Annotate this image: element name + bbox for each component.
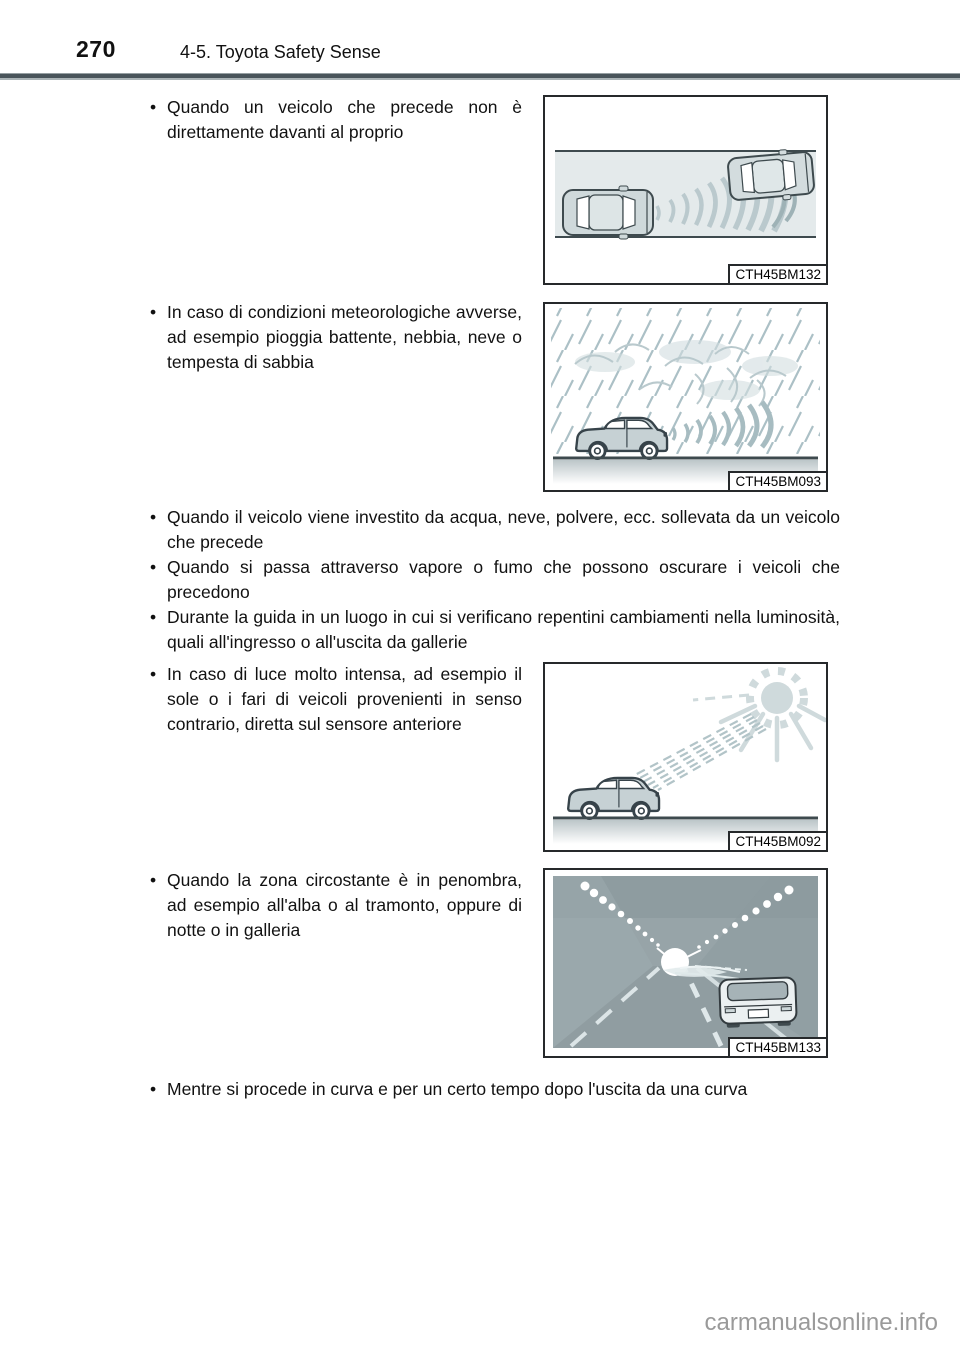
bullet-item: • Mentre si procede in curva e per un certo tempo dopo l'uscita da una curva (148, 1077, 840, 1102)
figure-offset-vehicle (543, 95, 828, 285)
figure-tunnel (543, 868, 828, 1058)
bullet-item: • Quando la zona circostante è in penombra, ad esempio all'alba o al tramonto, oppure di notte o in galleria (148, 868, 522, 943)
illustration-bright-light (545, 664, 826, 850)
figure-code-label: CTH45BM093 (728, 471, 828, 492)
car-side-icon (568, 778, 659, 819)
figure-code-label: CTH45BM132 (728, 264, 828, 285)
page-number: 270 (76, 36, 116, 62)
header-divider (0, 73, 960, 80)
sun-icon (693, 671, 825, 760)
bullet-list (148, 300, 522, 375)
figure-code-label: CTH45BM092 (728, 831, 828, 852)
bullet-section-bright-light (148, 662, 522, 737)
watermark-text: carmanualsonline.info (704, 1309, 938, 1336)
figure-bad-weather (543, 302, 828, 492)
bullet-section-offset-vehicle (148, 95, 522, 145)
bullet-list (148, 1077, 840, 1102)
illustration-tunnel (545, 870, 826, 1056)
beam-rays-icon (633, 714, 766, 790)
bullet-section-bad-weather (148, 300, 522, 375)
section-title: 4-5. Toyota Safety Sense (180, 42, 381, 62)
car-top-icon (563, 186, 653, 239)
bullet-list (148, 95, 522, 145)
illustration-offset-vehicle (545, 97, 826, 283)
bullet-item: • Durante la guida in un luogo in cui si verificano repentini cambiamenti nella luminosità, quali all'ingresso o all'uscita da gallerie (148, 605, 840, 655)
bullet-item: • In caso di luce molto intensa, ad esempio il sole o i fari di veicoli provenienti in senso contrario, diretta sul sensore anteriore (148, 662, 522, 737)
bullet-list (148, 662, 522, 737)
bullet-section-middle (148, 505, 840, 655)
car-rear-icon (719, 977, 797, 1028)
bullet-item: • Quando un veicolo che precede non è direttamente davanti al proprio (148, 95, 522, 145)
bullet-section-dim-light (148, 868, 522, 943)
figure-code-label: CTH45BM133 (728, 1037, 828, 1058)
bullet-section-curve (148, 1077, 840, 1102)
bullet-list (148, 505, 840, 655)
bullet-list (148, 868, 522, 943)
tunnel-icon (553, 876, 818, 1048)
bullet-item: • Quando il veicolo viene investito da acqua, neve, polvere, ecc. sollevata da un veicolo che precede (148, 505, 840, 555)
illustration-bad-weather (545, 304, 826, 490)
bullet-item: • Quando si passa attraverso vapore o fumo che possono oscurare i veicoli che precedono (148, 555, 840, 605)
bullet-item: • In caso di condizioni meteorologiche avverse, ad esempio pioggia battente, nebbia, neve o tempesta di sabbia (148, 300, 522, 375)
figure-bright-light (543, 662, 828, 852)
